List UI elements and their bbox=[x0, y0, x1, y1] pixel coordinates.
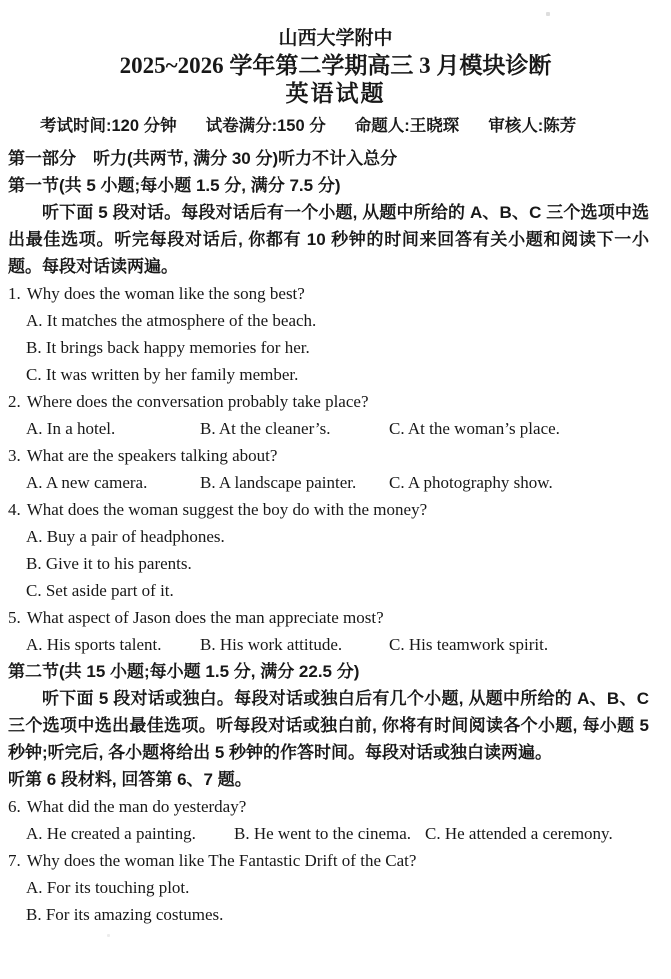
question-3-text: 3. What are the speakers talking about? bbox=[8, 446, 278, 465]
question-2-option-c: C. At the woman’s place. bbox=[389, 419, 560, 438]
scan-artifact bbox=[107, 934, 110, 937]
question-1 bbox=[8, 280, 649, 388]
question-5-options-row bbox=[8, 631, 649, 658]
scan-artifact bbox=[546, 12, 550, 16]
question-3-options-row bbox=[8, 469, 649, 496]
question-5 bbox=[8, 604, 649, 658]
question-1-number: 1. bbox=[8, 284, 21, 303]
question-2-number: 2. bbox=[8, 392, 21, 411]
question-2-options-row bbox=[8, 415, 649, 442]
question-7-option-a: A. For its touching plot. bbox=[26, 878, 190, 897]
section2-instructions: 听下面 5 段对话或独白。每段对话或独白后有几个小题, 从题中所给的 A、B、C 三个选项中选出最佳选项。听每段对话或独白前, 你将有时间阅读各个小题, 每小题 5 秒钟;听完后, 各小题将给出 5 秒钟的作答时间。每段对话或独白读两遍。 bbox=[8, 689, 649, 762]
question-7-number: 7. bbox=[8, 851, 21, 870]
school-name: 山西大学附中 bbox=[278, 28, 393, 49]
question-1-option-c: C. It was written by her family member. bbox=[26, 365, 299, 384]
exam-total-score: 试卷满分:150 分 bbox=[205, 117, 326, 135]
exam-reviewer: 审核人:陈芳 bbox=[488, 117, 577, 135]
exam-duration: 考试时间:120 分钟 bbox=[40, 117, 177, 135]
question-2 bbox=[8, 388, 649, 442]
question-7-option-b: B. For its amazing costumes. bbox=[26, 905, 224, 924]
question-2-text: 2. Where does the conversation probably take place? bbox=[8, 392, 369, 411]
question-6-number: 6. bbox=[8, 797, 21, 816]
question-6 bbox=[8, 793, 649, 847]
section1-heading: 第一节(共 5 小题;每小题 1.5 分, 满分 7.5 分) bbox=[8, 176, 341, 195]
question-4-number: 4. bbox=[8, 500, 21, 519]
exam-subject: 英语试题 bbox=[285, 81, 386, 106]
section1-instructions: 听下面 5 段对话。每段对话后有一个小题, 从题中所给的 A、B、C 三个选项中选出最佳选项。听完每段对话后, 你都有 10 秒钟的时间来回答有关小题和阅读下一小题。每段对话读两遍。 bbox=[8, 203, 649, 276]
exam-meta-line bbox=[0, 116, 671, 136]
question-6-options-row bbox=[8, 820, 649, 847]
question-5-number: 5. bbox=[8, 608, 21, 627]
material-6-heading: 听第 6 段材料, 回答第 6、7 题。 bbox=[8, 770, 252, 789]
exam-header bbox=[0, 0, 671, 136]
question-1-text: 1. Why does the woman like the song best? bbox=[8, 284, 305, 303]
question-6-option-c: C. He attended a ceremony. bbox=[425, 824, 613, 843]
question-7 bbox=[8, 847, 649, 928]
question-7-text: 7. Why does the woman like The Fantastic Drift of the Cat? bbox=[8, 851, 417, 870]
question-5-text: 5. What aspect of Jason does the man appreciate most? bbox=[8, 608, 384, 627]
question-6-text: 6. What did the man do yesterday? bbox=[8, 797, 247, 816]
question-3 bbox=[8, 442, 649, 496]
question-1-option-b: B. It brings back happy memories for her. bbox=[26, 338, 310, 357]
question-5-option-b: B. His work attitude. bbox=[200, 635, 343, 654]
question-6-option-a: A. He created a painting. bbox=[26, 824, 196, 843]
exam-body bbox=[0, 145, 671, 928]
exam-setter: 命题人:王晓琛 bbox=[354, 117, 460, 135]
question-4-option-b: B. Give it to his parents. bbox=[26, 554, 192, 573]
section2-heading: 第二节(共 15 小题;每小题 1.5 分, 满分 22.5 分) bbox=[8, 662, 360, 681]
question-3-option-c: C. A photography show. bbox=[389, 473, 553, 492]
part1-heading: 第一部分 听力(共两节, 满分 30 分)听力不计入总分 bbox=[8, 149, 398, 168]
question-2-option-a: A. In a hotel. bbox=[26, 419, 116, 438]
question-4 bbox=[8, 496, 649, 604]
question-6-option-b: B. He went to the cinema. bbox=[234, 824, 412, 843]
question-2-option-b: B. At the cleaner’s. bbox=[200, 419, 331, 438]
question-5-option-a: A. His sports talent. bbox=[26, 635, 162, 654]
question-1-option-a: A. It matches the atmosphere of the beach. bbox=[26, 311, 317, 330]
question-4-option-a: A. Buy a pair of headphones. bbox=[26, 527, 225, 546]
question-3-option-a: A. A new camera. bbox=[26, 473, 148, 492]
question-4-text: 4. What does the woman suggest the boy do with the money? bbox=[8, 500, 428, 519]
question-5-option-c: C. His teamwork spirit. bbox=[389, 635, 549, 654]
question-3-number: 3. bbox=[8, 446, 21, 465]
question-4-option-c: C. Set aside part of it. bbox=[26, 581, 174, 600]
question-3-option-b: B. A landscape painter. bbox=[200, 473, 357, 492]
exam-title: 2025~2026 学年第二学期高三 3 月模块诊断 bbox=[119, 53, 552, 78]
